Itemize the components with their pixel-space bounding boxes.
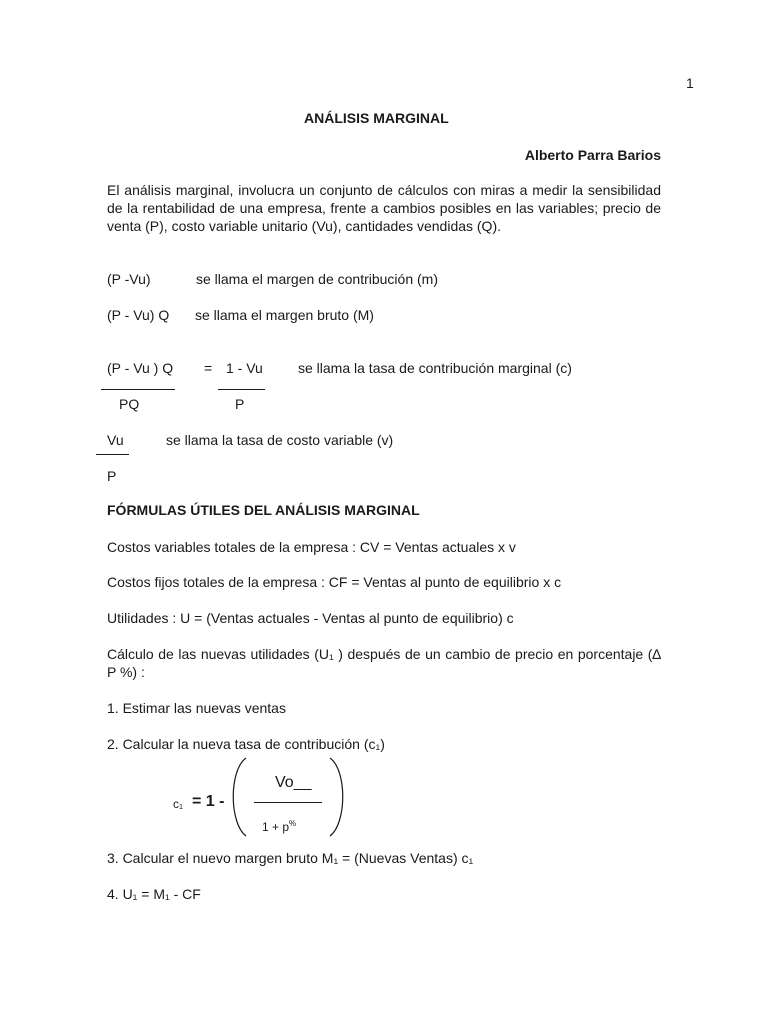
equation-fraction-bar: [254, 802, 322, 803]
variable-cost-rate-text: se llama la tasa de costo variable (v): [166, 432, 394, 448]
equation-numerator: Vo__: [275, 774, 312, 791]
equals-sign: =: [204, 360, 213, 376]
step-2: 2. Calcular la nueva tasa de contribución (c₁): [107, 736, 385, 752]
author-name: Alberto Parra Barios: [524, 147, 661, 163]
formula-variable-costs: Costos variables totales de la empresa : CV = Ventas actuales x v: [107, 539, 516, 555]
equation-operator: = 1 -: [192, 793, 225, 810]
variable-cost-rate-denominator: P: [107, 468, 117, 484]
gross-margin-text: se llama el margen bruto (M): [195, 307, 374, 323]
new-profits-paragraph: Cálculo de las nuevas utilidades (U₁ ) después de un cambio de precio en porcentaje (∆ P %) :: [107, 646, 661, 680]
fraction-bar-1: [101, 389, 175, 390]
margin-contribution-text: se llama el margen de contribución (m): [196, 271, 438, 287]
step-3: 3. Calcular el nuevo margen bruto M₁ = (Nuevas Ventas) c₁: [107, 850, 474, 866]
contribution-rate-numerator-1: (P - Vu ) Q: [107, 360, 174, 376]
margin-contribution-expr: (P -Vu): [107, 271, 151, 287]
gross-margin-expr: (P - Vu) Q: [107, 307, 170, 323]
page-number: 1: [686, 75, 694, 91]
step-1: 1. Estimar las nuevas ventas: [107, 700, 286, 716]
equation-lhs: c₁: [173, 797, 184, 811]
fraction-bar-2: [218, 389, 265, 390]
contribution-rate-denominator-1: PQ: [119, 396, 140, 412]
contribution-rate-denominator-2: P: [235, 396, 245, 412]
variable-cost-rate-numerator: Vu: [107, 432, 124, 448]
equation-denominator: 1 + p%: [262, 819, 297, 834]
fraction-bar-3: [96, 454, 129, 455]
document-title: ANÁLISIS MARGINAL: [304, 110, 449, 126]
formula-profits: Utilidades : U = (Ventas actuales - Ventas al punto de equilibrio) c: [107, 610, 514, 626]
step-4: 4. U₁ = M₁ - CF: [107, 886, 201, 902]
formula-fixed-costs: Costos fijos totales de la empresa : CF = Ventas al punto de equilibrio x c: [107, 574, 562, 590]
equation-denominator-exponent: %: [289, 819, 297, 828]
intro-paragraph: El análisis marginal, involucra un conjunto de cálculos con miras a medir la sensibilidad de la rentabilidad de una empresa, frente a cambios posibles en las variables; precio de venta (P), costo variable unitario (Vu), cantidades vendidas (Q).: [107, 182, 661, 234]
contribution-rate-text: se llama la tasa de contribución marginal (c): [298, 360, 572, 376]
contribution-rate-numerator-2: 1 - Vu: [226, 360, 263, 376]
formulas-heading: FÓRMULAS ÚTILES DEL ANÁLISIS MARGINAL: [107, 502, 420, 518]
